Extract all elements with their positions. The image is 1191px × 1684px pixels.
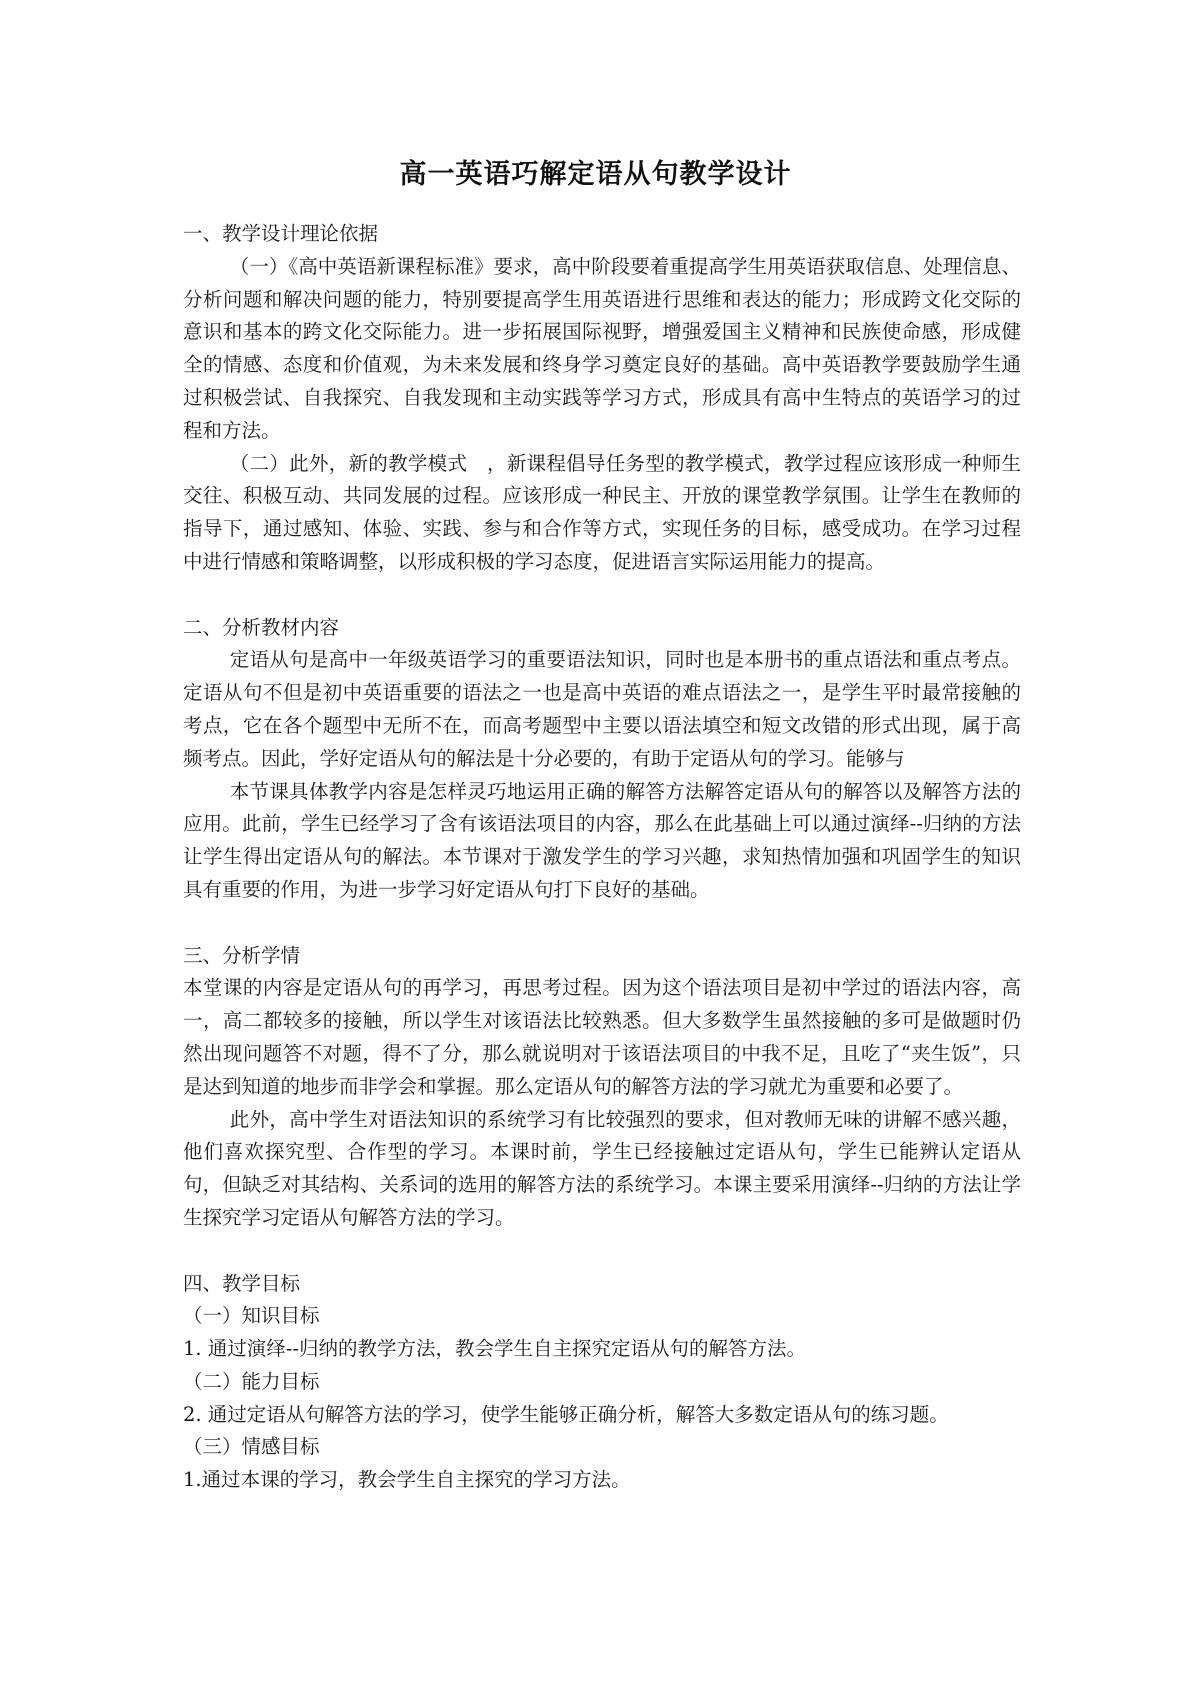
knowledge-goal-item: 1. 通过演绎--归纳的教学方法，教会学生自主探究定语从句的解答方法。 bbox=[183, 1337, 806, 1361]
ability-goal-item: 2. 通过定语从句解答方法的学习，使学生能够正确分析，解答大多数定语从句的练习题。 bbox=[183, 1402, 949, 1426]
document-body bbox=[183, 218, 1021, 1497]
spacer bbox=[183, 907, 1021, 940]
section-3-heading: 三、分析学情 bbox=[183, 943, 301, 967]
spacer bbox=[183, 579, 1021, 612]
section-2-paragraph-1: 定语从句是高中一年级英语学习的重要语法知识，同时也是本册书的重点语法和重点考点。定语从句不但是初中英语重要的语法之一也是高中英语的难点语法之一，是学生平时最常接触的考点，它在各个题型中无所不在，而高考题型中主要以语法填空和短文改错的形式出现，属于高频考点。因此，学好定语从句的解法是十分必要的，有助于定语从句的学习。能够与 bbox=[183, 648, 1021, 770]
section-1-paragraph-2: （二）此外，新的教学模式 ，新课程倡导任务型的教学模式，教学过程应该形成一种师生交往、积极互动、共同发展的过程。应该形成一种民主、开放的课堂教学氛围。让学生在教师的指导下，通过感知、体验、实践、参与和合作等方式，实现任务的目标，感受成功。在学习过程中进行情感和策略调整，以形成积极的学习态度，促进语言实际运用能力的提高。 bbox=[183, 451, 1021, 573]
spacer bbox=[183, 1235, 1021, 1268]
section-3-paragraph-2: 此外，高中学生对语法知识的系统学习有比较强烈的要求，但对教师无味的讲解不感兴趣，他们喜欢探究型、合作型的学习。本课时前，学生已经接触过定语从句，学生已能辨认定语从句，但缺乏对其结构、关系词的选用的解答方法的系统学习。本课主要采用演绎--归纳的方法让学生探究学习定语从句解答方法的学习。 bbox=[183, 1107, 1021, 1229]
document-title: 高一英语巧解定语从句教学设计 bbox=[399, 159, 792, 190]
emotion-goal-heading: （三）情感目标 bbox=[183, 1435, 320, 1459]
section-1-paragraph-1: （一）《高中英语新课程标准》要求，高中阶段要着重提高学生用英语获取信息、处理信息、分析问题和解决问题的能力，特别要提高学生用英语进行思维和表达的能力；形成跨文化交际的意识和基本的跨文化交际能力。进一步拓展国际视野，增强爱国主义精神和民族使命感，形成健全的情感、态度和价值观，为未来发展和终身学习奠定良好的基础。高中英语教学要鼓励学生通过积极尝试、自我探究、自我发现和主动实践等学习方式，形成具有高中生特点的英语学习的过程和方法。 bbox=[183, 254, 1021, 442]
ability-goal-heading: （二）能力目标 bbox=[183, 1369, 320, 1393]
section-2-heading: 二、分析教材内容 bbox=[183, 615, 340, 639]
section-1-heading: 一、教学设计理论依据 bbox=[183, 222, 379, 245]
section-2-paragraph-2: 本节课具体教学内容是怎样灵巧地运用正确的解答方法解答定语从句的解答以及解答方法的应用。此前，学生已经学习了含有该语法项目的内容，那么在此基础上可以通过演绎--归纳的方法让学生得出定语从句的解法。本节课对于激发学生的学习兴趣，求知热情加强和巩固学生的知识具有重要的作用，为进一步学习好定语从句打下良好的基础。 bbox=[183, 779, 1021, 901]
emotion-goal-item: 1.通过本课的学习，教会学生自主探究的学习方法。 bbox=[183, 1468, 631, 1492]
knowledge-goal-heading: （一）知识目标 bbox=[183, 1304, 320, 1328]
section-3-paragraph-1: 本堂课的内容是定语从句的再学习，再思考过程。因为这个语法项目是初中学过的语法内容，高一，高二都较多的接触，所以学生对该语法比较熟悉。但大多数学生虽然接触的多可是做题时仍然出现问题答不对题，得不了分，那么就说明对于该语法项目的中我不足，且吃了“夹生饭”，只是达到知道的地步而非学会和掌握。那么定语从句的解答方法的学习就尤为重要和必要了。 bbox=[183, 976, 1021, 1098]
section-4-heading: 四、教学目标 bbox=[183, 1271, 301, 1295]
